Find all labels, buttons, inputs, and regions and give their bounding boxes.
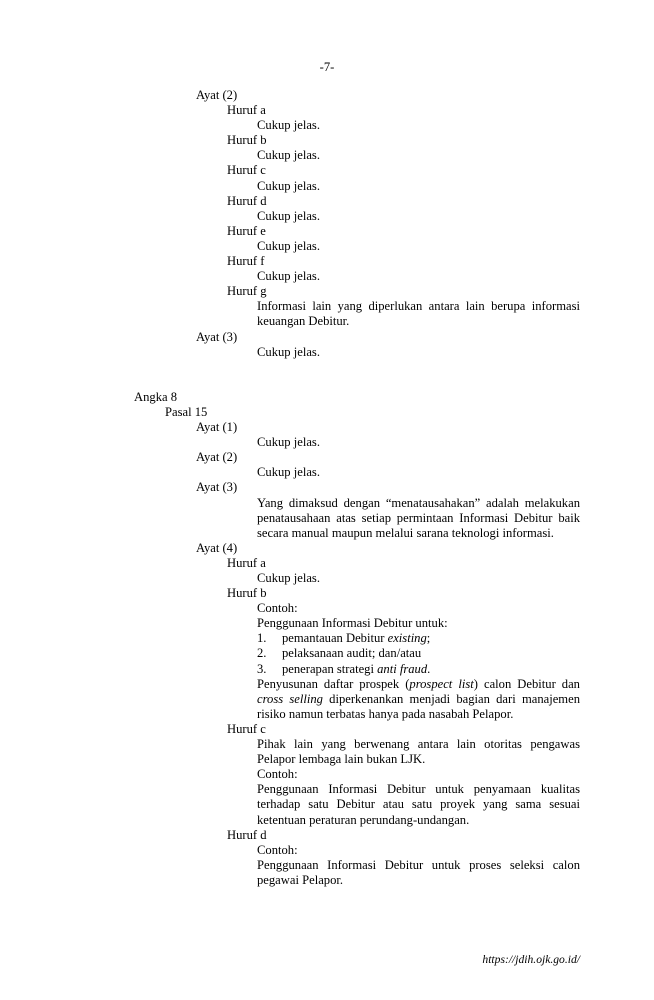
heading-huruf-e: Huruf e	[227, 223, 266, 238]
closing-italic-1: prospect list	[409, 676, 474, 691]
body-pasal15-ayat-3: Yang dimaksud dengan “menatausahakan” adalah melakukan penatausahaan atas setiap permintaan Informasi Debitur baik secara manual maupun melalui sarana teknologi informasi.	[257, 495, 580, 540]
heading-ayat-3: Ayat (3)	[196, 329, 238, 344]
heading-ayat4-huruf-a: Huruf a	[227, 555, 266, 570]
list-item-text	[282, 662, 580, 677]
heading-pasal15-ayat-4: Ayat (4)	[196, 540, 238, 555]
list-item-text-after: .	[427, 661, 431, 676]
body-huruf-b: Cukup jelas.	[257, 148, 320, 163]
heading-huruf-g: Huruf g	[227, 284, 267, 299]
closing-italic-2: cross selling	[257, 691, 323, 706]
list-item-text	[282, 646, 580, 661]
list-item-number: 2.	[257, 646, 267, 661]
closing-part-1: Penyusunan daftar prospek (	[257, 676, 410, 691]
heading-pasal-15: Pasal 15	[165, 404, 208, 419]
intro-huruf-b: Penggunaan Informasi Debitur untuk:	[257, 616, 448, 631]
body-huruf-f: Cukup jelas.	[257, 269, 320, 284]
heading-ayat4-huruf-d: Huruf d	[227, 827, 267, 842]
list-item-text-before: penerapan strategi	[282, 661, 378, 676]
list-item-text-italic: existing	[387, 631, 427, 646]
section-spacer	[0, 360, 654, 375]
list-item	[257, 662, 580, 677]
heading-angka-8: Angka 8	[134, 389, 178, 404]
body-ayat-3: Cukup jelas.	[257, 344, 320, 359]
label-contoh-huruf-c: Contoh:	[257, 767, 298, 782]
example-huruf-c: Penggunaan Informasi Debitur untuk penyamaan kualitas terhadap satu Debitur atau satu proyek yang sama sesuai ketentuan peraturan perundang-undangan.	[257, 782, 580, 827]
list-item	[257, 631, 580, 646]
body-huruf-c: Cukup jelas.	[257, 178, 320, 193]
heading-huruf-c: Huruf c	[227, 163, 266, 178]
label-contoh-huruf-d: Contoh:	[257, 842, 298, 857]
list-item-text-before: pemantauan Debitur	[282, 631, 388, 646]
heading-huruf-a: Huruf a	[227, 103, 266, 118]
section-spacer-2	[0, 375, 654, 390]
list-item-number: 3.	[257, 661, 267, 676]
numbered-list-huruf-b	[257, 631, 580, 676]
heading-huruf-b: Huruf b	[227, 133, 267, 148]
body-huruf-a: Cukup jelas.	[257, 118, 320, 133]
heading-pasal15-ayat-2: Ayat (2)	[196, 450, 238, 465]
heading-pasal15-ayat-3: Ayat (3)	[196, 480, 238, 495]
heading-huruf-f: Huruf f	[227, 254, 265, 269]
body-huruf-d: Cukup jelas.	[257, 208, 320, 223]
body-pasal15-ayat-2: Cukup jelas.	[257, 465, 320, 480]
label-contoh-huruf-b: Contoh:	[257, 601, 298, 616]
body-huruf-g: Informasi lain yang diperlukan antara lain berupa informasi keuangan Debitur.	[257, 299, 580, 329]
heading-pasal15-ayat-1: Ayat (1)	[196, 420, 238, 435]
footer-url: https://jdih.ojk.go.id/	[482, 953, 580, 966]
list-item-text	[282, 631, 580, 646]
document-body	[0, 88, 654, 888]
page-number: -7-	[319, 60, 335, 74]
body-ayat4-huruf-c: Pihak lain yang berwenang antara lain otoritas pengawas Pelapor lembaga lain bukan LJK.	[257, 737, 580, 767]
list-item-number: 1.	[257, 631, 267, 646]
closing-paragraph-huruf-b	[257, 677, 580, 722]
example-huruf-d: Penggunaan Informasi Debitur untuk proses seleksi calon pegawai Pelapor.	[257, 857, 580, 887]
list-item-text-after: ;	[426, 631, 431, 646]
heading-ayat-2: Ayat (2)	[196, 88, 238, 102]
heading-ayat4-huruf-b: Huruf b	[227, 586, 267, 601]
list-item	[257, 646, 580, 661]
body-huruf-e: Cukup jelas.	[257, 238, 320, 253]
heading-huruf-d: Huruf d	[227, 193, 267, 208]
list-item-text-italic: anti fraud	[377, 661, 428, 676]
closing-part-2: ) calon Debitur dan	[473, 676, 580, 691]
heading-ayat4-huruf-c: Huruf c	[227, 721, 266, 736]
closing-part-3: diperkenankan menjadi bagian dari manajemen risiko namun terbatas hanya pada nasabah Pelapor.	[257, 691, 580, 721]
body-ayat4-huruf-a: Cukup jelas.	[257, 571, 320, 585]
body-pasal15-ayat-1: Cukup jelas.	[257, 435, 320, 450]
list-item-text-before: pelaksanaan audit; dan/atau	[282, 646, 422, 661]
